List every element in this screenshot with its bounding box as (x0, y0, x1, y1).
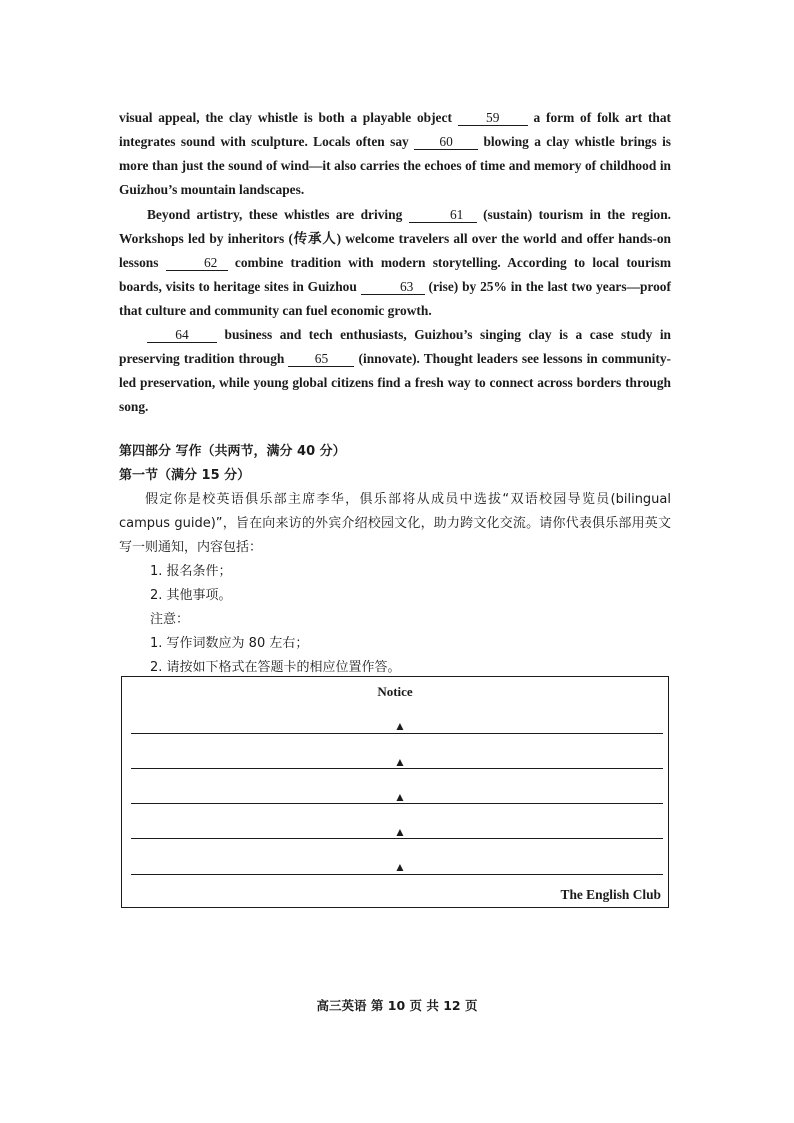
notice-signature: The English Club (560, 887, 661, 902)
p2-text-4: (rise) by 25% in the last two years—proof that culture and community can fuel economic growth. (119, 279, 671, 318)
blank-61: 61 (409, 207, 477, 223)
passage-paragraph-2 (119, 203, 671, 323)
requirement-2: 2. 其他事项。 (150, 588, 232, 603)
answer-line (131, 768, 663, 769)
passage-paragraph-1 (119, 106, 671, 202)
blank-63: 63 (361, 279, 425, 295)
p2-text-1: Beyond artistry, these whistles are driving (147, 207, 403, 222)
blank-60: 60 (414, 134, 478, 150)
marker-triangle-icon: ▲ (394, 755, 406, 769)
page-footer: 高三英语 第 10 页 共 12 页 (316, 998, 478, 1013)
p3-text-2: (innovate). Thought leaders see lessons in community-led preservation, while young global citizens find a fresh way to connect across borders through song. (119, 351, 671, 414)
p1-text-2: a form of folk art that integrates sound with sculpture. Locals often say (119, 110, 671, 149)
answer-line (131, 733, 663, 734)
p1-text-3: blowing a clay whistle brings is more than just the sound of wind—it also carries the echoes of time and memory of childhood in Guizhou’s mountain landscapes. (119, 134, 671, 197)
passage-paragraph-3 (119, 323, 671, 419)
blank-65: 65 (288, 351, 354, 367)
p3-text-1: business and tech enthusiasts, Guizhou’s singing clay is a case study in preserving tradition through (119, 327, 671, 366)
requirement-1: 1. 报名条件； (150, 564, 232, 579)
blank-59: 59 (458, 110, 528, 126)
note-1: 1. 写作词数应为 80 左右； (150, 636, 309, 651)
notice-answer-box (121, 676, 669, 908)
writing-prompt: 假定你是校英语俱乐部主席李华，俱乐部将从成员中选拔“双语校园导览员(bilingual campus guide)”，旨在向来访的外宾介绍校园文化，助力跨文化交流。请你代表俱乐部用英文写一则通知，内容包括： (119, 492, 671, 555)
note-2: 2. 请按如下格式在答题卡的相应位置作答。 (150, 660, 401, 675)
answer-line (131, 874, 663, 875)
note-label: 注意： (150, 612, 190, 627)
blank-62: 62 (166, 255, 228, 271)
p2-text-2: (sustain) tourism in the region. Workshops led by inheritors (传承人) welcome travelers all over the world and offer hands-on lessons (119, 207, 671, 270)
notice-title: Notice (377, 684, 413, 699)
answer-line (131, 803, 663, 804)
part-title: 第四部分 写作（共两节，满分 40 分） (119, 444, 346, 459)
blank-64: 64 (147, 327, 217, 343)
section-title: 第一节（满分 15 分） (119, 468, 251, 483)
marker-triangle-icon: ▲ (394, 719, 406, 733)
p1-text-1: visual appeal, the clay whistle is both a playable object (119, 110, 452, 125)
p2-text-3: combine tradition with modern storytelling. According to local tourism boards, visits to heritage sites in Guizhou (119, 255, 671, 294)
answer-line (131, 838, 663, 839)
marker-triangle-icon: ▲ (394, 860, 406, 874)
marker-triangle-icon: ▲ (394, 825, 406, 839)
marker-triangle-icon: ▲ (394, 790, 406, 804)
